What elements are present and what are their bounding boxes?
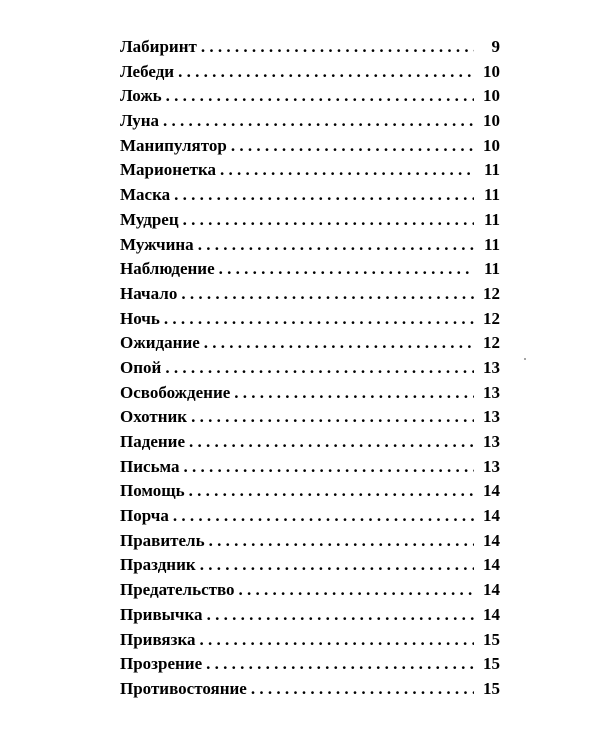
toc-entry-title: Опой bbox=[120, 357, 162, 377]
dot-leader bbox=[209, 529, 474, 554]
toc-entry-title: Порча bbox=[120, 506, 169, 526]
dot-leader bbox=[231, 134, 474, 159]
toc-entry-page: 10 bbox=[483, 135, 500, 155]
toc-entry-page: 13 bbox=[483, 407, 500, 427]
dot-leader bbox=[164, 307, 474, 332]
toc-entry bbox=[120, 529, 500, 554]
toc-entry-title: Охотник bbox=[120, 407, 188, 427]
toc-entry bbox=[120, 628, 500, 653]
toc-entry bbox=[120, 553, 500, 578]
toc-entry-page: 10 bbox=[483, 61, 500, 81]
dot-leader bbox=[184, 455, 474, 480]
dot-leader bbox=[166, 84, 474, 109]
toc-entry bbox=[120, 134, 500, 159]
toc-entry-page: 13 bbox=[483, 432, 500, 451]
toc-entry-page: 13 bbox=[483, 456, 500, 476]
toc-entry-title: Привязка bbox=[120, 629, 196, 649]
toc-entry bbox=[120, 109, 500, 134]
dot-leader bbox=[173, 504, 474, 529]
toc-entry-page: 11 bbox=[483, 209, 500, 229]
toc-entry-title: Письма bbox=[120, 456, 180, 476]
toc-entry bbox=[120, 578, 500, 603]
toc-entry-page: 9 bbox=[491, 37, 500, 56]
toc-entry-title: Маска bbox=[120, 185, 171, 205]
toc-entry bbox=[120, 479, 500, 504]
toc-entry-title: Праздник bbox=[120, 555, 196, 575]
dot-leader bbox=[181, 282, 474, 307]
dot-leader bbox=[234, 381, 474, 406]
dot-leader bbox=[206, 652, 474, 677]
dot-leader bbox=[174, 183, 474, 208]
toc-entry-page: 11 bbox=[483, 185, 500, 205]
toc-entry-page: 14 bbox=[483, 530, 500, 550]
dot-leader bbox=[189, 479, 474, 504]
dot-leader bbox=[183, 208, 474, 233]
toc-entry-page: 12 bbox=[483, 308, 500, 328]
toc-entry-title: Луна bbox=[120, 111, 160, 131]
toc-entry bbox=[120, 455, 500, 480]
toc-entry-page: 10 bbox=[483, 111, 500, 131]
toc-entry bbox=[120, 158, 500, 183]
table-of-contents bbox=[120, 35, 500, 702]
dot-leader bbox=[178, 60, 474, 85]
dot-leader bbox=[200, 628, 475, 653]
toc-entry-page: 14 bbox=[483, 604, 500, 624]
dot-leader bbox=[189, 430, 474, 455]
toc-entry bbox=[120, 208, 500, 233]
toc-entry-page: 13 bbox=[483, 382, 500, 402]
dot-leader bbox=[219, 257, 474, 282]
dot-leader bbox=[198, 233, 474, 258]
toc-entry-page: 11 bbox=[483, 234, 500, 254]
toc-entry-title: Наблюдение bbox=[120, 259, 215, 279]
toc-entry-title: Мудрец bbox=[120, 209, 179, 229]
scan-speck bbox=[524, 358, 526, 360]
toc-entry bbox=[120, 504, 500, 529]
toc-entry-title: Ночь bbox=[120, 308, 160, 328]
toc-entry bbox=[120, 430, 500, 455]
toc-entry-title: Освобождение bbox=[120, 382, 231, 402]
toc-entry-title: Прозрение bbox=[120, 654, 203, 674]
toc-entry bbox=[120, 331, 500, 356]
toc-entry-title: Помощь bbox=[120, 481, 185, 501]
dot-leader bbox=[220, 158, 474, 183]
toc-entry bbox=[120, 60, 500, 85]
toc-entry bbox=[120, 381, 500, 406]
dot-leader bbox=[200, 553, 474, 578]
dot-leader bbox=[191, 405, 474, 430]
toc-entry bbox=[120, 677, 500, 702]
toc-entry-page: 15 bbox=[483, 654, 500, 674]
toc-entry-page: 15 bbox=[483, 629, 500, 649]
toc-entry-title: Привычка bbox=[120, 604, 203, 624]
toc-entry-title: Ложь bbox=[120, 86, 162, 106]
toc-entry-page: 12 bbox=[483, 333, 500, 353]
toc-entry-page: 14 bbox=[483, 506, 500, 526]
dot-leader bbox=[251, 677, 474, 702]
dot-leader bbox=[163, 109, 474, 134]
toc-entry-title: Предательство bbox=[120, 580, 235, 600]
toc-entry-page: 15 bbox=[483, 678, 500, 698]
toc-entry-title: Лебеди bbox=[120, 61, 175, 81]
toc-entry-title: Манипулятор bbox=[120, 135, 227, 155]
toc-entry bbox=[120, 257, 500, 282]
toc-entry-page: 12 bbox=[483, 283, 500, 303]
toc-entry bbox=[120, 282, 500, 307]
dot-leader bbox=[207, 603, 474, 628]
toc-entry bbox=[120, 84, 500, 109]
toc-entry-title: Падение bbox=[120, 432, 186, 451]
toc-entry-title: Ожидание bbox=[120, 333, 200, 353]
toc-entry bbox=[120, 356, 500, 381]
toc-entry-page: 13 bbox=[483, 357, 500, 377]
toc-entry-page: 14 bbox=[483, 555, 500, 575]
toc-entry-title: Мужчина bbox=[120, 234, 194, 254]
toc-entry bbox=[120, 405, 500, 430]
toc-entry-page: 14 bbox=[483, 580, 500, 600]
dot-leader bbox=[204, 331, 474, 356]
toc-entry bbox=[120, 652, 500, 677]
toc-entry-page: 14 bbox=[483, 481, 500, 501]
toc-entry-page: 10 bbox=[483, 86, 500, 106]
toc-entry bbox=[120, 183, 500, 208]
toc-entry-title: Правитель bbox=[120, 530, 205, 550]
toc-entry bbox=[120, 603, 500, 628]
toc-entry bbox=[120, 307, 500, 332]
toc-entry bbox=[120, 35, 500, 60]
toc-entry-page: 11 bbox=[483, 259, 500, 279]
toc-entry-title: Начало bbox=[120, 283, 178, 303]
dot-leader bbox=[165, 356, 474, 381]
toc-entry bbox=[120, 233, 500, 258]
toc-entry-title: Марионетка bbox=[120, 160, 217, 180]
toc-entry-title: Противостояние bbox=[120, 678, 247, 698]
dot-leader bbox=[201, 35, 474, 60]
toc-entry-page: 11 bbox=[483, 160, 500, 180]
toc-entry-title: Лабиринт bbox=[120, 37, 197, 56]
dot-leader bbox=[239, 578, 474, 603]
